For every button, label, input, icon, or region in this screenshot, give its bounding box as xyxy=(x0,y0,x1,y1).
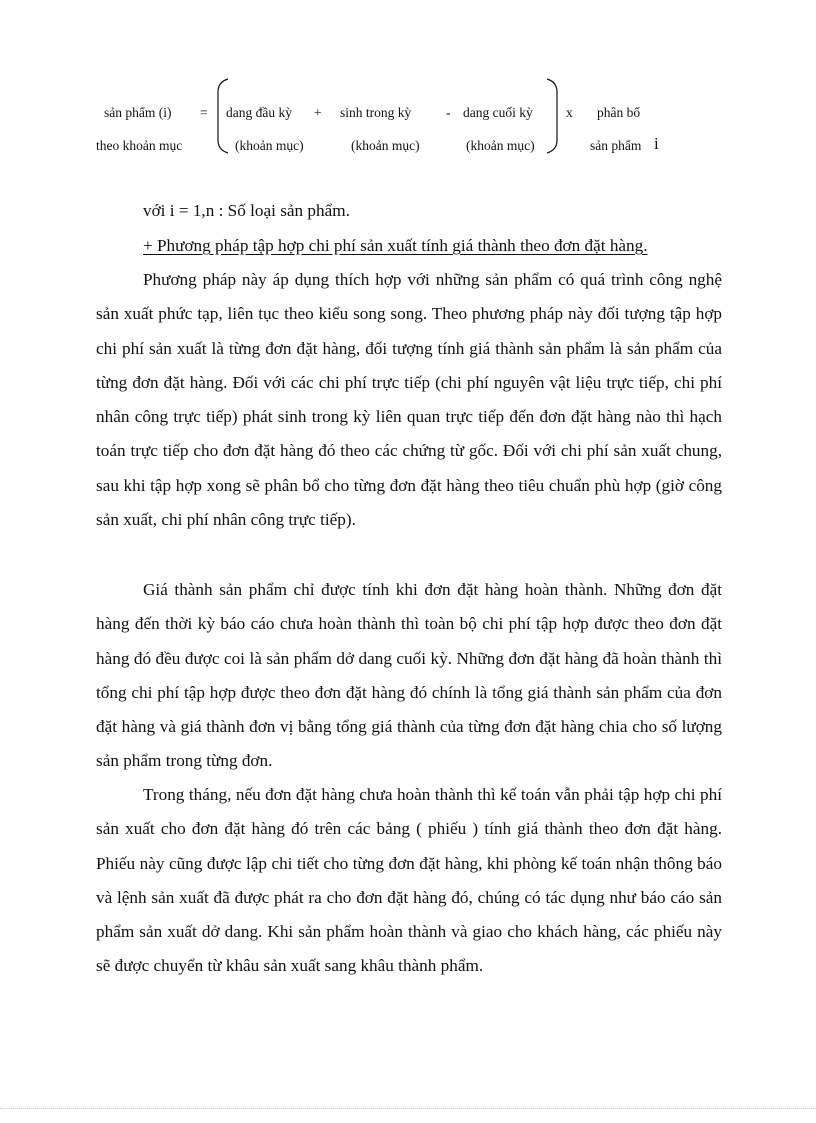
section-heading: + Phương pháp tập hợp chi phí sản xuất tính giá thành theo đơn đặt hàng. xyxy=(143,236,648,255)
paragraph-2: Giá thành sản phẩm chỉ được tính khi đơn đặt hàng hoàn thành. Những đơn đặt hàng đến thời kỳ báo cáo chưa hoàn thành thì toàn bộ chi phí tập hợp được theo đơn đặt hàng đó đều được coi là sản phẩm dở dang cuối kỳ. Những đơn đặt hàng đã hoàn thành thì tổng chi phí tập hợp được theo đơn đặt hàng đó chính là tổng giá thành sản phẩm của đơn đặt hàng và giá thành đơn vị bằng tổng giá thành của từng đơn đặt hàng chia cho số lượng sản phẩm trong từng đơn. xyxy=(96,580,722,771)
formula-equals: = xyxy=(200,105,208,120)
formula-term3-line2: (khoản mục) xyxy=(466,138,535,153)
right-bracket-icon xyxy=(545,78,561,154)
paragraph-1: Phương pháp này áp dụng thích hợp với những sản phẩm có quá trình công nghệ sản xuất phức tạp, liên tục theo kiểu song song. Theo phương pháp này đối tượng tập hợp chi phí sản xuất là từng đơn đặt hàng, đối tượng tính giá thành sản phẩm là sản phẩm của từng đơn đặt hàng. Đối với các chi phí trực tiếp (chi phí nguyên vật liệu trực tiếp, chi phí nhân công trực tiếp) phát sinh trong kỳ liên quan trực tiếp đến đơn đặt hàng nào thì hạch toán trực tiếp cho đơn đặt hàng đó theo các chứng từ gốc. Đối với chi phí sản xuất chung, sau khi tập hợp xong sẽ phân bổ cho từng đơn đặt hàng theo tiêu chuẩn phù hợp (giờ công sản xuất, chi phí nhân công trực tiếp). xyxy=(96,270,722,530)
formula-minus: - xyxy=(446,105,451,120)
index-note: với i = 1,n : Số loại sản phẩm. xyxy=(143,201,350,220)
formula-rhs-index: i xyxy=(654,134,659,153)
cost-formula xyxy=(0,70,816,170)
paragraph-3: Trong tháng, nếu đơn đặt hàng chưa hoàn thành thì kế toán vẫn phải tập hợp chi phí sản xuất cho đơn đặt hàng đó trên các bảng ( phiếu ) tính giá thành theo đơn đặt hàng. Phiếu này cũng được lập chi tiết cho từng đơn đặt hàng, khi phòng kế toán nhận thông báo và lệnh sản xuất đã được phát ra cho đơn đặt hàng đó, chúng có tác dụng như báo cáo sản phẩm sản xuất dở dang. Khi sản phẩm hoàn thành và giao cho khách hàng, các phiếu này sẽ được chuyển từ khâu sản xuất sang khâu thành phẩm. xyxy=(96,785,722,976)
formula-term3-line1: dang cuối kỳ xyxy=(463,105,533,120)
formula-lhs-line2: theo khoản mục xyxy=(96,138,183,153)
formula-term2-line1: sinh trong kỳ xyxy=(340,105,412,120)
page-bottom-rule xyxy=(0,1108,816,1109)
formula-term1-line2: (khoản mục) xyxy=(235,138,304,153)
formula-rhs-line2: sản phẩm xyxy=(590,138,642,153)
formula-lhs-line1: sản phẩm (i) xyxy=(104,105,172,120)
formula-plus: + xyxy=(314,105,322,120)
formula-rhs-line1: phân bổ xyxy=(597,105,641,120)
formula-term2-line2: (khoản mục) xyxy=(351,138,420,153)
formula-term1-line1: dang đầu kỳ xyxy=(226,105,292,120)
formula-times: x xyxy=(566,105,573,120)
